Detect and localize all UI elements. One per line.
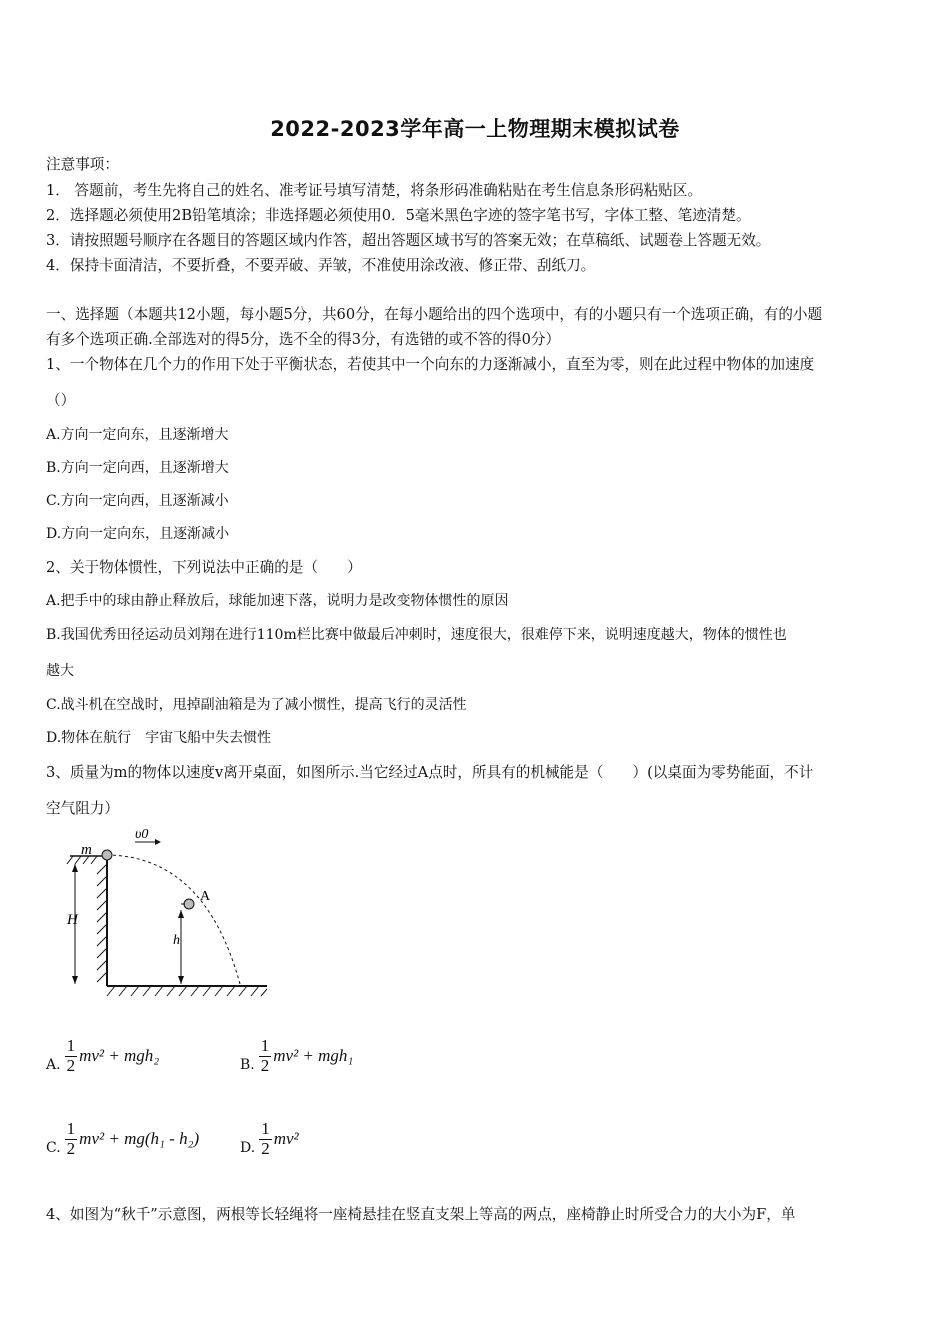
formula: mv² + mgh₂ [79, 1046, 160, 1066]
question-3-option-c [46, 1120, 199, 1158]
question-2-option: 越大 [46, 663, 74, 679]
section-instructions: 有多个选项正确.全部选对的得5分，选不全的得3分，有选错的或不答的得0分） [46, 331, 561, 348]
option-label: D. [240, 1140, 256, 1157]
notice-item: 1． 答题前，考生先将自己的姓名、准考证号填写清楚，将条形码准确粘贴在考生信息条形码粘贴区。 [46, 182, 703, 199]
option-label: A. [46, 1057, 61, 1074]
question-1-stem: （） [46, 392, 76, 409]
question-3-option-b [240, 1037, 353, 1075]
section-instructions: 一、选择题（本题共12小题，每小题5分，共60分，在每小题给出的四个选项中，有的小题只有一个选项正确，有的小题 [46, 306, 823, 323]
label-velocity: υ0 [135, 827, 149, 842]
fraction: $\frac{1}{2}$ [261, 1119, 270, 1158]
fraction: $\frac{1}{2}$ [66, 1119, 76, 1158]
question-3-stem: 空气阻力） [46, 800, 119, 817]
question-2-option: C.战斗机在空战时，甩掉副油箱是为了减小惯性，提高飞行的灵活性 [46, 697, 467, 713]
question-1-option: D.方向一定向东，且逐渐减小 [46, 526, 230, 542]
question-1-option: C.方向一定向西，且逐渐减小 [46, 493, 229, 509]
question-2-option: A.把手中的球由静止释放后，球能加速下落，说明力是改变物体惯性的原因 [46, 593, 509, 609]
question-3-option-a [46, 1037, 159, 1075]
formula: mv² + mgh₁ [273, 1046, 354, 1066]
question-4-stem: 4、如图为“秋千”示意图，两根等长轻绳将一座椅悬挂在竖直支架上等高的两点，座椅静止时所受合力的大小为F，单 [46, 1206, 796, 1223]
question-3-option-d [240, 1120, 299, 1158]
label-height-a: h [173, 933, 180, 948]
option-label: B. [240, 1057, 255, 1074]
label-point-a: A [200, 889, 211, 904]
fraction: $\frac{1}{2}$ [260, 1036, 270, 1075]
projectile-figure [55, 826, 275, 1001]
formula: mv² + mg(h₁ - h₂) [79, 1129, 200, 1149]
notice-item: 4．保持卡面清洁，不要折叠，不要弄破、弄皱，不准使用涂改液、修正带、刮纸刀。 [46, 257, 596, 274]
question-3-stem: 3、质量为m的物体以速度v离开桌面，如图所示.当它经过A点时，所具有的机械能是（ ）(以桌面为零势能面，不计 [46, 764, 814, 781]
formula: mv² [273, 1129, 299, 1149]
question-2-option: B.我国优秀田径运动员刘翔在进行110m栏比赛中做最后冲刺时，速度很大，很难停下来，说明速度越大，物体的惯性也 [46, 627, 787, 643]
notice-heading: 注意事项： [46, 156, 119, 173]
option-label: C. [46, 1140, 61, 1157]
notice-item: 2．选择题必须使用2B铅笔填涂；非选择题必须使用0．5毫米黑色字迹的签字笔书写，字体工整、笔迹清楚。 [46, 207, 751, 224]
question-1-option: B.方向一定向西，且逐渐增大 [46, 460, 229, 476]
question-1-stem: 1、一个物体在几个力的作用下处于平衡状态，若使其中一个向东的力逐渐减小，直至为零，则在此过程中物体的加速度 [46, 356, 815, 373]
question-1-option: A.方向一定向东，且逐渐增大 [46, 427, 229, 443]
label-mass: m [81, 842, 92, 858]
question-2-option: D.物体在航行 宇宙飞船中失去惯性 [46, 730, 272, 746]
fraction: $\frac{1}{2}$ [66, 1036, 76, 1075]
question-2-stem: 2、关于物体惯性，下列说法中正确的是（ ） [46, 559, 362, 576]
exam-title: 2022-2023学年高一上物理期末模拟试卷 [270, 117, 680, 141]
label-height-total: H [67, 912, 78, 928]
notice-item: 3．请按照题号顺序在各题目的答题区域内作答，超出答题区域书写的答案无效；在草稿纸、试题卷上答题无效。 [46, 232, 771, 249]
